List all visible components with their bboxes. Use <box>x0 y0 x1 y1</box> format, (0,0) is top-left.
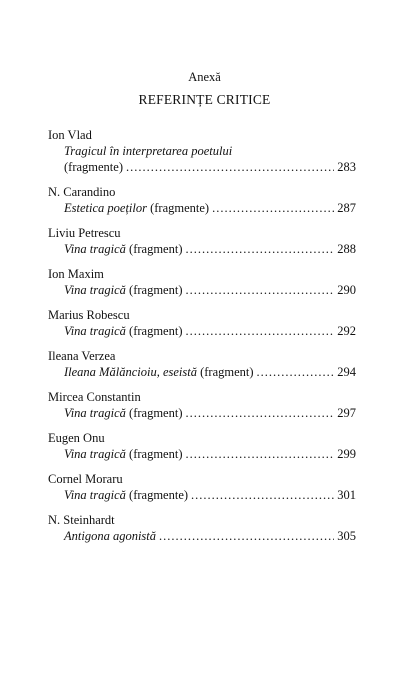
toc-leader-line <box>48 405 356 421</box>
section-title: REFERINȚE CRITICE <box>138 92 271 107</box>
table-of-contents <box>48 127 356 553</box>
toc-leader-line <box>48 487 356 503</box>
toc-entry <box>48 225 356 257</box>
toc-entry <box>48 471 356 503</box>
toc-entry <box>48 430 356 462</box>
toc-author: Cornel Moraru <box>48 472 123 486</box>
toc-leader-dots <box>159 528 334 544</box>
toc-title <box>64 364 254 380</box>
toc-title-plain: (fragment) <box>125 324 183 338</box>
toc-leader-dots <box>186 241 335 257</box>
toc-author: N. Steinhardt <box>48 513 115 527</box>
toc-page-number: 305 <box>337 529 356 543</box>
toc-title <box>64 200 209 216</box>
toc-title-plain: (fragment) <box>125 406 183 420</box>
toc-title <box>64 241 183 257</box>
toc-title-italic: Vina tragică <box>64 283 126 297</box>
toc-leader-dots <box>212 200 334 216</box>
toc-title-plain: (fragment) <box>125 242 183 256</box>
toc-leader-line <box>48 159 356 175</box>
toc-author: Marius Robescu <box>48 308 130 322</box>
toc-title-italic: Vina tragică <box>64 406 126 420</box>
toc-leader-dots <box>257 364 335 380</box>
toc-leader-dots <box>186 282 335 298</box>
toc-entry <box>48 307 356 339</box>
toc-title-italic: Estetica poeților <box>64 201 147 215</box>
toc-entry <box>48 512 356 544</box>
toc-title-italic: Tragicul în interpretarea poetului <box>64 144 233 158</box>
toc-author: N. Carandino <box>48 185 116 199</box>
toc-leader-dots <box>191 487 334 503</box>
toc-title <box>64 282 183 298</box>
toc-page-number: 292 <box>337 324 356 338</box>
toc-author: Eugen Onu <box>48 431 105 445</box>
toc-title-plain: (fragmente) <box>146 201 210 215</box>
toc-title-plain: (fragment) <box>125 283 183 297</box>
toc-leader-line <box>48 323 356 339</box>
toc-page-number: 301 <box>337 488 356 502</box>
toc-leader-line <box>48 364 356 380</box>
toc-author: Ileana Verzea <box>48 349 116 363</box>
toc-entry <box>48 184 356 216</box>
toc-page-number: 290 <box>337 283 356 297</box>
toc-leader-line <box>48 446 356 462</box>
annex-label: Anexă <box>188 70 221 84</box>
toc-title-plain: (fragmente) <box>64 160 123 174</box>
toc-leader-line <box>48 241 356 257</box>
toc-leader-dots <box>186 405 335 421</box>
toc-title-italic: Vina tragică <box>64 324 126 338</box>
toc-entry <box>48 348 356 380</box>
toc-leader-line <box>48 528 356 544</box>
toc-page-number: 299 <box>337 447 356 461</box>
toc-leader-dots <box>186 323 335 339</box>
toc-author: Ion Maxim <box>48 267 104 281</box>
toc-title-italic: Vina tragică <box>64 447 126 461</box>
toc-title <box>64 528 156 544</box>
toc-title-line <box>48 143 356 159</box>
toc-title-italic: Vina tragică <box>64 488 126 502</box>
toc-title-plain: (fragmente) <box>125 488 189 502</box>
toc-leader-line <box>48 200 356 216</box>
toc-title <box>64 446 183 462</box>
toc-page-number: 297 <box>337 406 356 420</box>
toc-leader-line <box>48 282 356 298</box>
toc-title-italic: Antigona agonistă <box>64 529 157 543</box>
toc-author: Mircea Constantin <box>48 390 141 404</box>
toc-leader-dots <box>186 446 335 462</box>
toc-title <box>64 159 123 175</box>
toc-title-italic: Ileana Mălăncioiu, eseistă <box>64 365 197 379</box>
toc-title <box>64 405 183 421</box>
toc-author: Ion Vlad <box>48 128 92 142</box>
toc-page-number: 283 <box>337 160 356 174</box>
toc-entry <box>48 127 356 175</box>
toc-title-italic: Vina tragică <box>64 242 126 256</box>
toc-entry <box>48 266 356 298</box>
toc-entry <box>48 389 356 421</box>
toc-title-plain: (fragment) <box>125 447 183 461</box>
toc-page-number: 288 <box>337 242 356 256</box>
toc-title <box>64 323 183 339</box>
toc-title-plain: (fragment) <box>196 365 254 379</box>
toc-page-number: 294 <box>337 365 356 379</box>
toc-author: Liviu Petrescu <box>48 226 121 240</box>
toc-title <box>64 487 188 503</box>
toc-page-number: 287 <box>337 201 356 215</box>
toc-leader-dots <box>126 159 334 175</box>
